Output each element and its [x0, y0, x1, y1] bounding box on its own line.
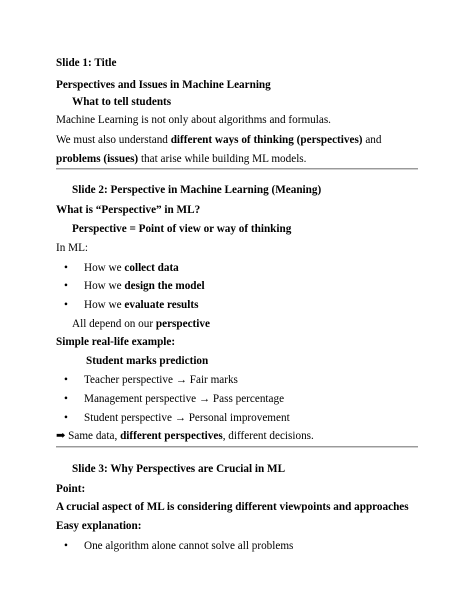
slide2-heading: Slide 2: Perspective in Machine Learning (Meaning)	[72, 184, 322, 196]
slide3-point: A crucial aspect of ML is considering different viewpoints and approaches	[56, 501, 409, 513]
text-span: , different decisions.	[222, 430, 314, 442]
slide2-example-heading: Simple real-life example:	[56, 336, 176, 348]
divider	[56, 446, 418, 448]
slide1-heading: Slide 1: Title	[56, 57, 117, 69]
slide2-definition: Perspective = Point of view or way of thinking	[72, 223, 292, 235]
bold-span: different ways of thinking (perspectives)	[170, 134, 363, 146]
bullet-icon: •	[64, 374, 68, 386]
bold-span: different perspectives	[120, 430, 223, 442]
text-span: We must also understand	[56, 134, 171, 146]
list-item	[64, 411, 290, 425]
bullet-icon: •	[64, 393, 68, 405]
text-span: How we	[84, 280, 125, 292]
bullet-icon: •	[64, 280, 68, 292]
slide1-subheading: What to tell students	[72, 96, 172, 108]
text-span: One algorithm alone cannot solve all problems	[84, 540, 294, 552]
text-span: How we	[84, 299, 125, 311]
slide3-heading: Slide 3: Why Perspectives are Crucial in ML	[72, 463, 286, 475]
bullet-icon: •	[64, 262, 68, 274]
bullet-icon: •	[64, 540, 68, 552]
slide1-line3	[56, 152, 306, 166]
slide2-conclusion	[56, 429, 314, 443]
slide2-question: What is “Perspective” in ML?	[56, 204, 201, 216]
text-span: that arise while building ML models.	[138, 153, 307, 165]
bullet-icon: •	[64, 412, 68, 424]
list-item	[64, 298, 198, 312]
slide1-line1: Machine Learning is not only about algorithms and formulas.	[56, 114, 331, 126]
slide2-in-ml: In ML:	[56, 242, 89, 254]
text-span: ➡ Same data,	[56, 430, 121, 442]
list-item	[64, 261, 179, 275]
divider	[56, 168, 418, 170]
slide2-depend	[72, 317, 210, 331]
list-item	[64, 279, 205, 293]
bold-span: problems (issues)	[56, 153, 139, 165]
bullet-icon: •	[64, 299, 68, 311]
slide2-example-title: Student marks prediction	[86, 355, 209, 367]
list-item	[64, 373, 238, 387]
text-span: and	[362, 134, 382, 146]
bold-span: design the model	[124, 280, 205, 292]
slide3-point-label: Point:	[56, 483, 86, 495]
bold-span: perspective	[155, 318, 210, 330]
text-span: All depend on our	[72, 318, 156, 330]
list-item	[64, 539, 293, 553]
slide1-line2	[56, 133, 381, 147]
text-span: Management perspective → Pass percentage	[84, 393, 285, 405]
text-span: Teacher perspective → Fair marks	[84, 374, 238, 386]
bold-span: evaluate results	[124, 299, 199, 311]
text-span: Student perspective → Personal improvement	[84, 412, 290, 424]
text-span: How we	[84, 262, 125, 274]
list-item	[64, 392, 284, 406]
bold-span: collect data	[124, 262, 179, 274]
slide1-title: Perspectives and Issues in Machine Learning	[56, 79, 271, 91]
slide3-easy-label: Easy explanation:	[56, 520, 142, 532]
